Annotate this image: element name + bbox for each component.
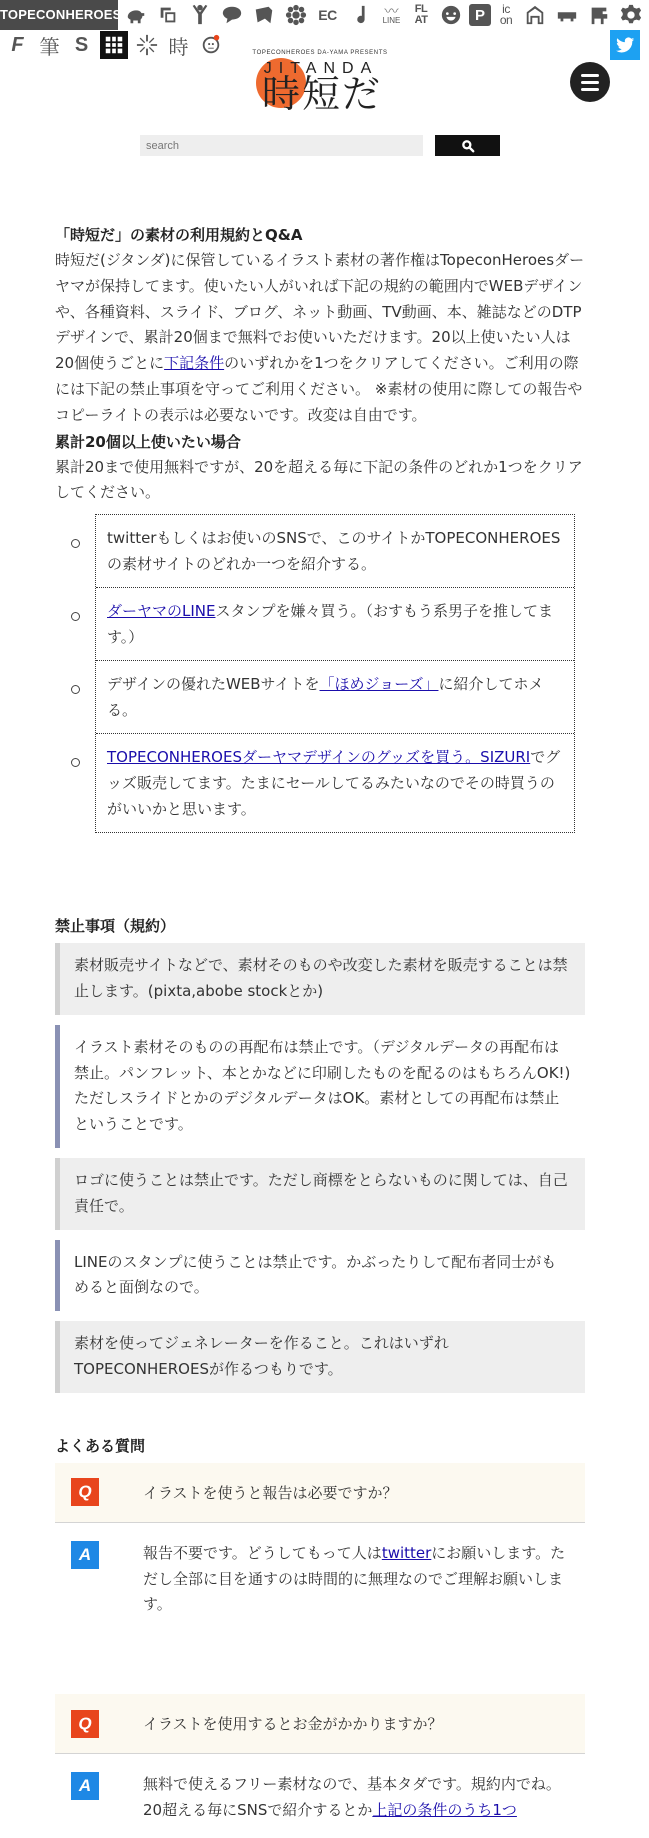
prohibited-item: イラスト素材そのものの再配布は禁止です。（デジタルデータの再配布は禁止。パンフレット、本とかなどに印刷したものを配るのはもちろんOK!) ただしスライドとかのデジタルデータはOK。素材としての再配布は禁止ということです。 bbox=[55, 1025, 585, 1148]
conditions-list bbox=[95, 514, 575, 833]
copy-icon[interactable] bbox=[154, 1, 181, 29]
conditions-link[interactable]: 上記の条件のうち1つ bbox=[372, 1800, 517, 1819]
faq-question[interactable] bbox=[55, 1694, 585, 1754]
time-icon[interactable]: 時 bbox=[168, 36, 189, 59]
prohibited-item: 素材販売サイトなどで、素材そのものや改変した素材を販売することは禁止します。(pixta,abobe stockとか) bbox=[55, 943, 585, 1015]
twitter-link[interactable]: twitter bbox=[381, 1543, 432, 1562]
chat-icon[interactable] bbox=[218, 1, 245, 29]
grid-icon[interactable] bbox=[100, 31, 128, 59]
menu-icon-bar bbox=[581, 88, 599, 91]
a-badge: A bbox=[71, 1541, 99, 1569]
faq-question[interactable] bbox=[55, 1463, 585, 1523]
search-button[interactable] bbox=[435, 135, 500, 156]
condition-text: twitterもしくはお使いのSNSで、このサイトかTOPECONHEROESの素材サイトのどれか一つを紹介する。 bbox=[107, 529, 561, 574]
p-icon[interactable]: P bbox=[469, 4, 491, 26]
line-stamp-link[interactable]: ダーヤマのLINE bbox=[107, 602, 216, 621]
homejaws-link[interactable]: 「ほめジョーズ」 bbox=[319, 675, 439, 694]
q-badge: Q bbox=[71, 1478, 99, 1506]
animal-icon[interactable] bbox=[122, 1, 149, 29]
faq-answer-text bbox=[143, 1541, 569, 1618]
ec-icon[interactable]: EC bbox=[318, 7, 337, 23]
faq-answer bbox=[55, 1523, 585, 1632]
goods-link[interactable]: TOPECONHEROESダーヤマデザインのグッズを買う。SIZURI bbox=[107, 748, 531, 767]
faq-spacer bbox=[55, 1632, 585, 1690]
faq-question-text: イラストを使用するとお金がかかりますか？ bbox=[143, 1715, 443, 1734]
faq-answer-text bbox=[143, 1772, 569, 1824]
condition-text: デザインの優れたWEBサイトを bbox=[107, 675, 320, 694]
twitter-bird-icon bbox=[614, 34, 636, 56]
logo-subtitle: TOPECONHEROES DA-YAMA PRESENTS bbox=[252, 50, 388, 56]
condition-text: でグッズ販売してます。たまにセールしてるみたいなのでその時買うのがいいかと思います。 bbox=[107, 748, 561, 819]
bird-icon[interactable] bbox=[585, 1, 612, 29]
nav-icon-row-1 bbox=[122, 0, 649, 30]
answer-text: 無料で使えるフリー素材なので、基本タダです。規約内でね。20超える毎にSNSで紹介するとか bbox=[143, 1775, 561, 1819]
prohibited-list bbox=[55, 943, 585, 1393]
menu-icon-bar bbox=[581, 74, 599, 77]
logo-japanese: 時短だ bbox=[261, 72, 382, 116]
faq-answer bbox=[55, 1754, 585, 1838]
line-icon-label: LINE bbox=[382, 15, 401, 25]
list-item bbox=[96, 515, 574, 587]
brush-icon[interactable]: 筆 bbox=[39, 36, 60, 59]
intro-text-after: のいずれかを1つをクリアしてください。ご利用の際には下記の禁止事項を守ってご利用ください。 ※素材の使用に際しての報告やコピーライトの表示は必要ないです。改変は自由です。 bbox=[55, 354, 583, 424]
condition-text: スタンプを嫌々買う。（おすもう系男子を推してます。） bbox=[107, 602, 553, 647]
s-icon[interactable]: S bbox=[74, 33, 89, 56]
faq-question-text: イラストを使うと報告は必要ですか？ bbox=[143, 1483, 398, 1502]
car-icon[interactable] bbox=[553, 1, 580, 29]
main-content bbox=[55, 222, 585, 1838]
condition-text: に紹介してホメる。 bbox=[107, 675, 544, 720]
icon-text-icon[interactable]: ic on bbox=[499, 2, 513, 27]
search-input[interactable] bbox=[140, 135, 423, 156]
f-icon[interactable]: F bbox=[11, 33, 24, 56]
brand-tab[interactable]: TOPECONHEROES bbox=[0, 0, 118, 30]
prohibited-item: 素材を使ってジェネレーターを作ること。これはいずれTOPECONHEROESが作るつもりです。 bbox=[55, 1321, 585, 1393]
menu-icon-bar bbox=[581, 81, 599, 84]
face-icon[interactable] bbox=[197, 31, 224, 59]
person-icon[interactable] bbox=[186, 1, 213, 29]
prohibited-item: ロゴに使うことは禁止です。ただし商標をとらないものに関しては、自己責任で。 bbox=[55, 1158, 585, 1230]
site-logo[interactable] bbox=[230, 46, 410, 116]
list-item bbox=[96, 587, 574, 660]
a-badge: A bbox=[71, 1772, 99, 1800]
terms-title: 「時短だ」の素材の利用規約とQ&A bbox=[55, 226, 303, 244]
answer-text: にお願いします。ただし全部に目を通すのは時間的に無理なのでご理解お願いします。 bbox=[143, 1543, 566, 1614]
hamburger-menu-button[interactable] bbox=[570, 62, 610, 102]
logo-english: JITANDA bbox=[263, 60, 379, 77]
over20-title: 累計20個以上使いたい場合 bbox=[55, 432, 241, 451]
list-item bbox=[96, 733, 574, 832]
flower-icon[interactable] bbox=[282, 1, 309, 29]
nav-icon-row-2 bbox=[4, 30, 229, 60]
house-icon[interactable] bbox=[521, 1, 548, 29]
faq-title: よくある質問 bbox=[55, 1436, 146, 1455]
terms-intro-text bbox=[55, 248, 585, 429]
prohibited-title: 禁止事項（規約） bbox=[55, 917, 176, 936]
line-icon[interactable]: 〰 LINE bbox=[382, 2, 401, 25]
list-item bbox=[96, 660, 574, 733]
answer-text: 報告不要です。どうしてもって人は bbox=[143, 1543, 382, 1562]
q-badge: Q bbox=[71, 1710, 99, 1738]
prohibited-item: LINEのスタンプに使うことは禁止です。かぶったりして配布者同士がもめると面倒なので。 bbox=[55, 1240, 585, 1312]
music-note-icon[interactable] bbox=[346, 1, 373, 29]
bookmark-icon[interactable] bbox=[250, 1, 277, 29]
conditions-link[interactable]: 下記条件 bbox=[164, 354, 225, 373]
flat-icon[interactable]: FL AT bbox=[414, 3, 428, 26]
gear-icon[interactable] bbox=[617, 1, 644, 29]
search-icon bbox=[461, 139, 475, 153]
sparkle-icon[interactable] bbox=[133, 31, 160, 59]
twitter-share-button[interactable] bbox=[610, 30, 640, 60]
intro-text-before: 時短だ(ジタンダ)に保管しているイラスト素材の著作権はTopeconHeroesダーヤマが保持してます。使いたい人がいれば下記の規約の範囲内でWEBデザインや、各種資料、スライド、ブログ、ネット動画、TV動画、本、雑誌などのDTPデザインで、累計20個まで無料でお使いいただけます。20以上使いたい人は20個使うごとに bbox=[55, 251, 585, 373]
over20-text: 累計20まで使用無料ですが、20を超える毎に下記の条件のどれか1つをクリアしてください。 bbox=[55, 457, 583, 502]
smile-icon[interactable] bbox=[437, 1, 464, 29]
